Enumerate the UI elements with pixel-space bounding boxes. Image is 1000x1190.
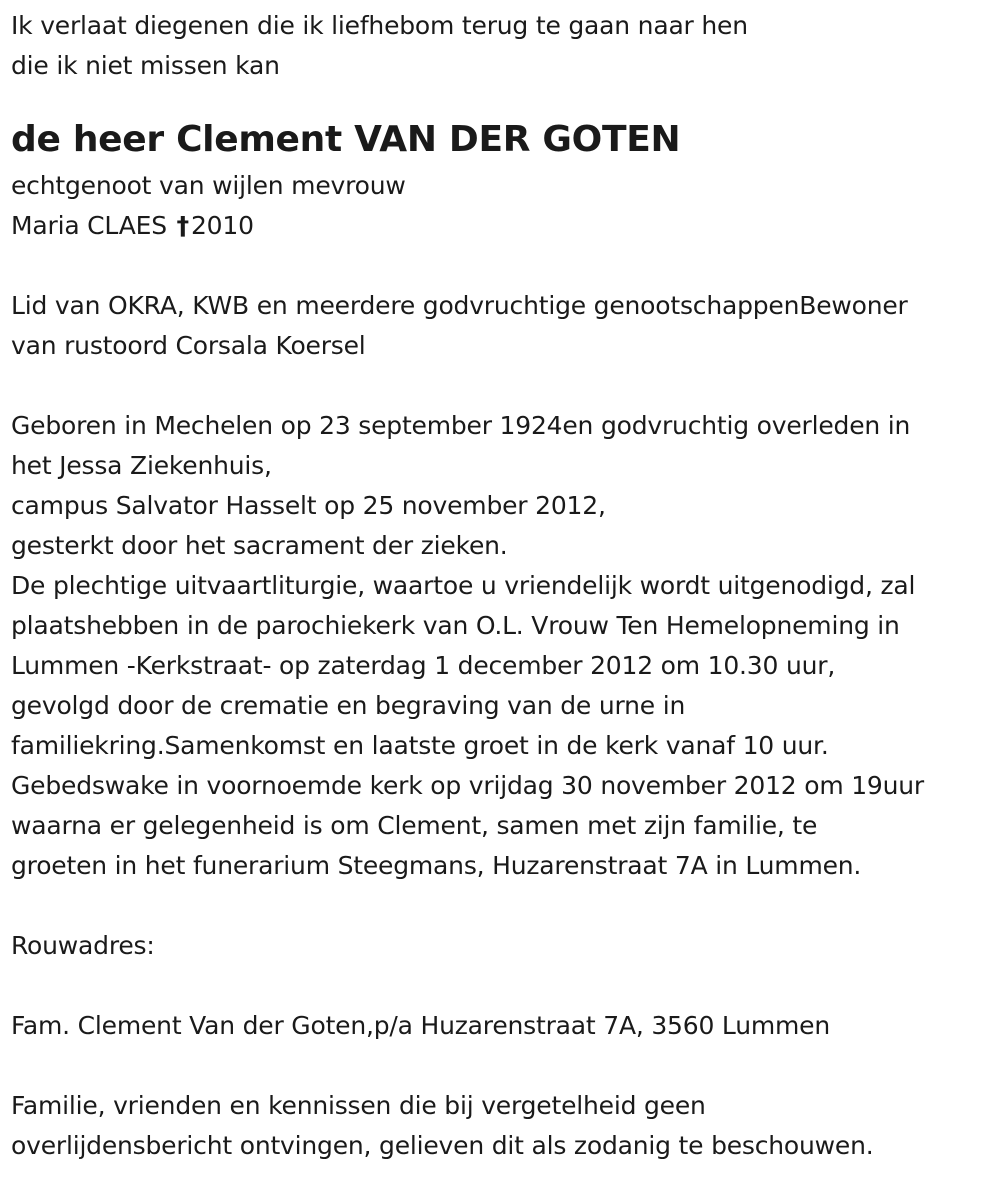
membership-paragraph: [11, 286, 996, 366]
announcement-line: De plechtige uitvaartliturgie, waartoe u vriendelijk wordt uitgenodigd, zal: [11, 571, 916, 600]
address-label: Rouwadres:: [11, 931, 155, 960]
verse-line: die ik niet missen kan: [11, 51, 280, 80]
announcement-line: Geboren in Mechelen op 23 september 1924en godvruchtig overleden in: [11, 411, 911, 440]
spouse-line: echtgenoot van wijlen mevrouw: [11, 171, 406, 200]
announcement-line: het Jessa Ziekenhuis,: [11, 451, 272, 480]
membership-line: Lid van OKRA, KWB en meerdere godvruchtige genootschappenBewoner: [11, 291, 908, 320]
announcement-line: plaatshebben in de parochiekerk van O.L. Vrouw Ten Hemelopneming in: [11, 611, 900, 640]
obituary-notice: [11, 6, 996, 1166]
spacer: [11, 1046, 996, 1086]
announcement-line: gesterkt door het sacrament der zieken.: [11, 531, 508, 560]
announcement-line: Lummen -Kerkstraat- op zaterdag 1 december 2012 om 10.30 uur,: [11, 651, 836, 680]
spouse-info: [11, 166, 996, 246]
announcement-line: groeten in het funerarium Steegmans, Huzarenstraat 7A in Lummen.: [11, 851, 862, 880]
announcement-line: waarna er gelegenheid is om Clement, samen met zijn familie, te: [11, 811, 818, 840]
address-value: Fam. Clement Van der Goten,p/a Huzarenstraat 7A, 3560 Lummen: [11, 1011, 830, 1040]
spacer: [11, 366, 996, 406]
spouse-name-line: [11, 206, 996, 246]
announcement-line: gevolgd door de crematie en begraving van de urne in: [11, 691, 686, 720]
spouse-name: Maria CLAES: [11, 211, 167, 240]
closing-line: overlijdensbericht ontvingen, gelieven dit als zodanig te beschouwen.: [11, 1131, 874, 1160]
verse-line: Ik verlaat diegenen die ik liefhebom terug te gaan naar hen: [11, 11, 748, 40]
deceased-name: de heer Clement VAN DER GOTEN: [11, 119, 681, 160]
spouse-death-year: 2010: [190, 211, 254, 240]
spacer: [11, 246, 996, 286]
spacer: [11, 966, 996, 1006]
opening-verse: [11, 6, 996, 86]
membership-line: van rustoord Corsala Koersel: [11, 331, 366, 360]
announcement-line: familiekring.Samenkomst en laatste groet in de kerk vanaf 10 uur.: [11, 731, 829, 760]
closing-line: Familie, vrienden en kennissen die bij vergetelheid geen: [11, 1091, 706, 1120]
announcement-line: campus Salvator Hasselt op 25 november 2012,: [11, 491, 606, 520]
announcement-line: Gebedswake in voornoemde kerk op vrijdag 30 november 2012 om 19uur: [11, 771, 925, 800]
announcement-paragraph: [11, 406, 996, 886]
cross-icon: †: [176, 211, 189, 240]
spacer: [11, 886, 996, 926]
closing-paragraph: [11, 1086, 996, 1166]
